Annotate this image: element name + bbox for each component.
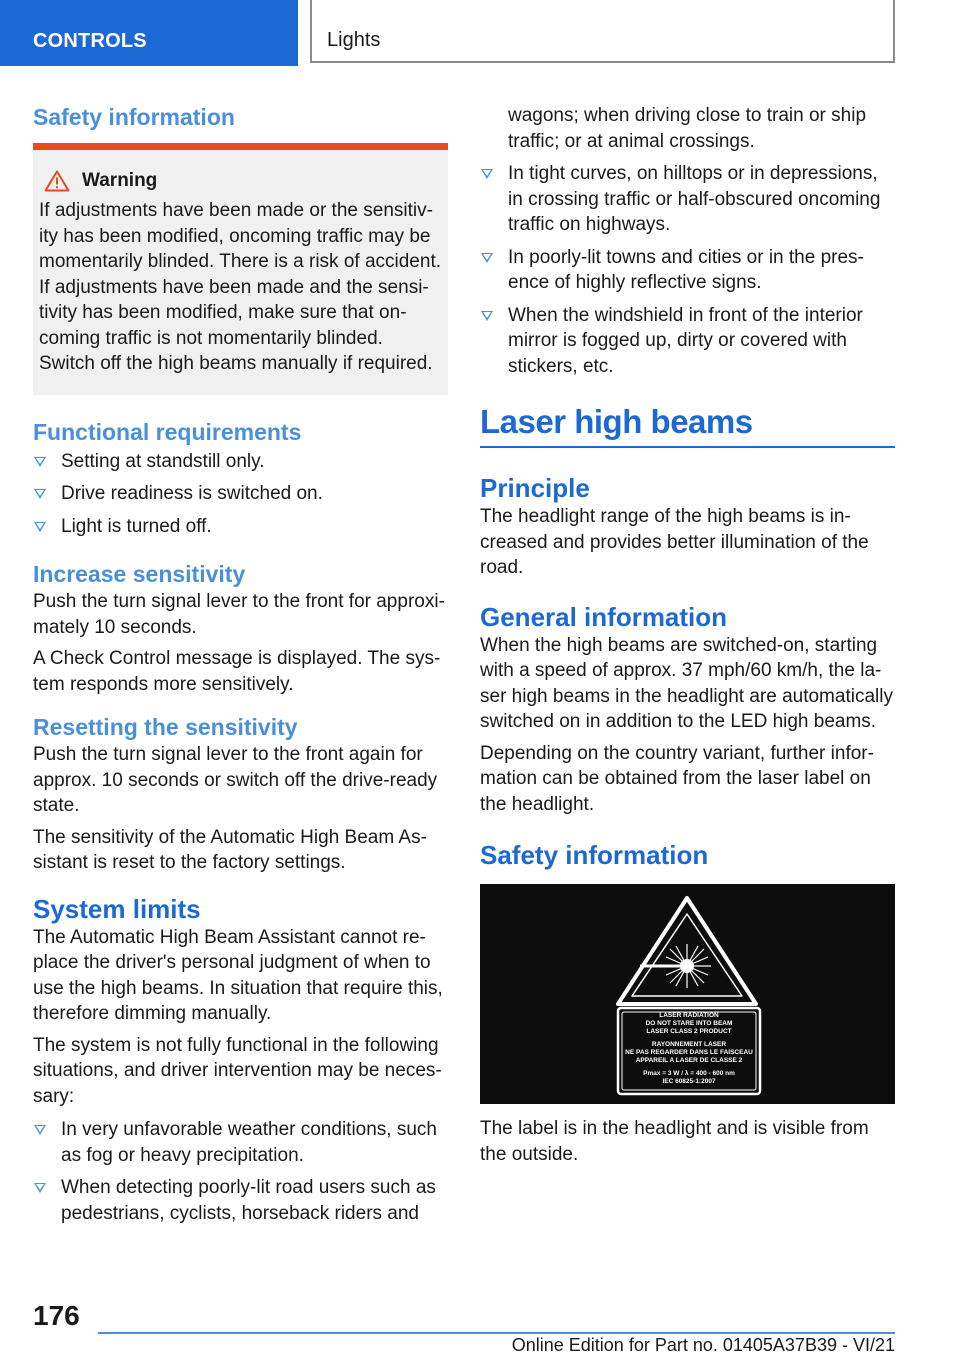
list-item-text: as fog or heavy precipitation. [61,1144,304,1166]
safety-information-heading-2: Safety information [480,840,709,870]
laser-warning-label-image [480,884,895,1104]
paragraph-line: with a speed of approx. 37 mph/60 km/h, the la- [480,660,882,681]
page-header [0,0,960,66]
paragraph-line: mately 10 seconds. [33,616,197,638]
list-item-text: Drive readiness is switched on. [61,483,323,504]
caption-line: the outside. [480,1143,579,1165]
right-column [480,103,895,1167]
section-tab[interactable]: CONTROLS [0,0,298,66]
label-line: APPAREIL A LASER DE CLASSE 2 [635,1057,743,1064]
label-line: RAYONNEMENT LASER [651,1041,727,1048]
bullet-triangle-icon [34,1125,46,1135]
warning-line: ity has been modified, oncoming traffic may be [39,225,431,247]
bullet-triangle-icon [34,522,46,532]
paragraph-line: the headlight. [480,793,595,815]
paragraph-line: The system is not fully functional in the following [33,1034,439,1056]
list-item-text: ence of highly reflective signs. [508,272,762,293]
list-item [33,481,448,507]
list-item-text: When detecting poorly-lit road users such as [61,1177,436,1198]
paragraph-line: Push the turn signal lever to the front again for [33,744,423,765]
paragraph-line: The Automatic High Beam Assistant cannot re- [33,926,426,948]
bullet-triangle-icon [481,169,493,179]
system-limits-list [33,1117,448,1226]
label-line: DO NOT STARE INTO BEAM [645,1020,733,1027]
bullet-triangle-icon [34,457,46,467]
chapter-title: Lights [310,0,895,63]
paragraph-line: mation can be obtained from the laser label on [480,768,871,789]
laser-high-beams-heading: Laser high beams [480,403,753,440]
label-line: LASER RADIATION [659,1012,719,1019]
label-line: Pmax = 3 W / λ = 400 - 600 nm [643,1070,735,1077]
bullet-triangle-icon [481,253,493,263]
warning-box [33,143,448,395]
paragraph-line: ser high beams in the headlight are automatically [480,685,893,707]
paragraph-line: state. [33,795,80,816]
paragraph-line: creased and provides better illumination of the [480,531,869,553]
laser-label-text [621,1012,757,1086]
increase-sensitivity-heading: Increase sensitivity [33,561,246,587]
list-item-text: In very unfavorable weather conditions, such [61,1119,437,1140]
paragraph-line: switched on in addition to the LED high beams. [480,711,877,732]
warning-triangle-icon [44,170,70,192]
paragraph-line: When the high beams are switched-on, starting [480,634,878,656]
bullet-triangle-icon [481,311,493,321]
system-limits-heading: System limits [33,893,201,924]
footer-edition: Online Edition for Part no. 01405A37B39 - VI/21 [511,1335,895,1355]
paragraph-line: wagons; when driving close to train or ship [508,105,867,126]
system-limits-list-continued [480,161,895,379]
paragraph-line: A Check Control message is displayed. The sys- [33,648,441,669]
left-column [33,100,448,1233]
list-item-text: Light is turned off. [61,515,212,537]
list-item-text: pedestrians, cyclists, horseback riders and [61,1202,419,1224]
list-item-text: When the windshield in front of the interior [508,304,863,326]
list-item-text: traffic on highways. [508,214,671,235]
list-item [33,449,448,475]
functional-requirements-list [33,449,448,540]
list-item-text: in crossing traffic or half-obscured oncoming [508,188,881,210]
footer-divider [98,1332,895,1334]
paragraph-line: The sensitivity of the Automatic High Beam As- [33,826,427,848]
label-line: IEC 60825-1:2007 [662,1078,716,1085]
bullet-triangle-icon [34,489,46,499]
paragraph-line: place the driver's personal judgment of when to [33,952,431,973]
safety-information-heading: Safety information [33,104,235,130]
principle-heading: Principle [480,473,590,503]
list-item-text: stickers, etc. [508,355,614,377]
warning-line: Switch off the high beams manually if required. [39,353,433,374]
page-number: 176 [33,1300,80,1331]
list-item [480,161,895,238]
paragraph-line: Depending on the country variant, further infor- [480,742,874,764]
paragraph-line: sistant is reset to the factory settings. [33,852,346,873]
paragraph-line: sary: [33,1085,75,1107]
label-line: NE PAS REGARDER DANS LE FAISCEAU [625,1049,753,1056]
list-item [33,1175,448,1226]
paragraph-line: Push the turn signal lever to the front for approxi- [33,591,445,612]
warning-title-row [39,170,442,192]
list-item-text: In poorly-lit towns and cities or in the pres- [508,246,864,268]
warning-line: If adjustments have been made and the sensi- [39,276,429,298]
list-item [480,245,895,296]
warning-title: Warning [82,170,158,191]
warning-line: momentarily blinded. There is a risk of accident. [39,251,441,272]
list-item-text: In tight curves, on hilltops or in depressions, [508,163,878,184]
warning-line: coming traffic is not momentarily blinded. [39,327,383,349]
list-item [33,1117,448,1168]
paragraph-line: approx. 10 seconds or switch off the drive-ready [33,769,438,791]
paragraph-line: use the high beams. In situation that require this, [33,977,443,999]
label-line: LASER CLASS 2 PRODUCT [646,1028,732,1035]
warning-line: If adjustments have been made or the sensitiv- [39,200,433,221]
paragraph-line: The headlight range of the high beams is in- [480,506,851,527]
laser-high-beams-heading-block [480,402,895,448]
caption-line: The label is in the headlight and is visible from [480,1118,869,1139]
list-item [33,514,448,540]
paragraph-line: road. [480,557,524,578]
paragraph-line: tem responds more sensitively. [33,673,294,695]
bullet-triangle-icon [34,1183,46,1193]
resetting-sensitivity-heading: Resetting the sensitivity [33,714,298,740]
warning-line: tivity has been modified, make sure that on- [39,302,407,323]
general-information-heading: General information [480,601,728,632]
functional-requirements-heading: Functional requirements [33,418,302,445]
paragraph-line: traffic; or at animal crossings. [508,130,755,152]
list-item-text: Setting at standstill only. [61,450,265,472]
list-item [480,303,895,380]
paragraph-line: situations, and driver intervention may be neces- [33,1060,442,1081]
list-item-text: mirror is fogged up, dirty or covered with [508,330,847,351]
paragraph-line: therefore dimming manually. [33,1003,272,1024]
